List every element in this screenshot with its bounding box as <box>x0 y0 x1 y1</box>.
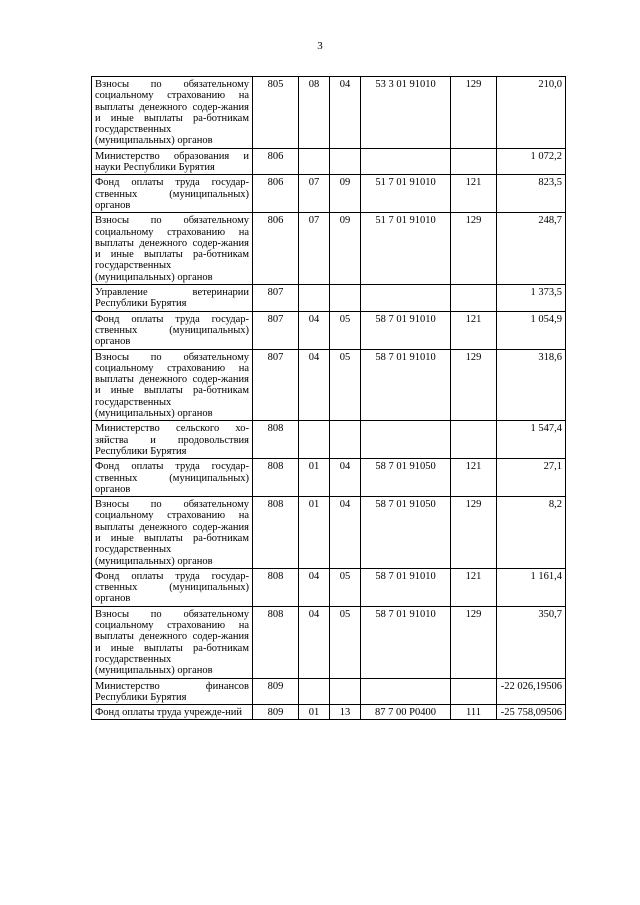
row-grbs-cell: 806 <box>253 148 299 175</box>
row-target-article-cell <box>361 678 451 705</box>
row-expense-type-cell: 121 <box>451 311 497 349</box>
row-subsection-cell: 04 <box>330 497 361 569</box>
row-subsection-cell: 13 <box>330 705 361 720</box>
table-row <box>92 349 566 421</box>
row-target-article-cell <box>361 421 451 459</box>
row-target-article-cell: 58 7 01 91010 <box>361 311 451 349</box>
row-name-cell: Взносы по обязательному социальному страхованию на выплаты денежного содер-жания и иные выплаты ра-ботникам государственных (муниципальных) органов <box>92 213 253 285</box>
row-name-cell: Взносы по обязательному социальному страхованию на выплаты денежного содер-жания и иные выплаты ра-ботникам государственных (муниципальных) органов <box>92 497 253 569</box>
row-amount-cell: 318,6 <box>497 349 566 421</box>
row-subsection-cell: 05 <box>330 606 361 678</box>
row-subsection-cell: 09 <box>330 213 361 285</box>
row-target-article-cell <box>361 285 451 312</box>
row-subsection-cell: 05 <box>330 568 361 606</box>
row-grbs-cell: 808 <box>253 459 299 497</box>
row-section-cell <box>299 678 330 705</box>
row-amount-cell: -25 758,09506 <box>497 705 566 720</box>
row-target-article-cell <box>361 148 451 175</box>
row-subsection-cell <box>330 421 361 459</box>
row-expense-type-cell: 129 <box>451 606 497 678</box>
row-section-cell: 08 <box>299 77 330 149</box>
row-grbs-cell: 807 <box>253 311 299 349</box>
row-name-cell: Министерство сельского хо-зяйства и продовольствия Республики Бурятия <box>92 421 253 459</box>
row-target-article-cell: 87 7 00 P0400 <box>361 705 451 720</box>
row-expense-type-cell: 121 <box>451 459 497 497</box>
row-name-cell: Взносы по обязательному социальному страхованию на выплаты денежного содер-жания и иные выплаты ра-ботникам государственных (муниципальных) органов <box>92 606 253 678</box>
table-row <box>92 77 566 149</box>
table-row <box>92 705 566 720</box>
row-grbs-cell: 806 <box>253 213 299 285</box>
row-grbs-cell: 808 <box>253 568 299 606</box>
row-amount-cell: -22 026,19506 <box>497 678 566 705</box>
row-amount-cell: 823,5 <box>497 175 566 213</box>
row-amount-cell: 1 054,9 <box>497 311 566 349</box>
row-section-cell <box>299 148 330 175</box>
row-subsection-cell: 04 <box>330 459 361 497</box>
row-section-cell: 04 <box>299 349 330 421</box>
page-number: 3 <box>317 40 323 52</box>
table-row <box>92 459 566 497</box>
row-amount-cell: 8,2 <box>497 497 566 569</box>
row-expense-type-cell: 121 <box>451 175 497 213</box>
table-row <box>92 568 566 606</box>
row-section-cell: 04 <box>299 568 330 606</box>
row-section-cell <box>299 285 330 312</box>
row-expense-type-cell: 111 <box>451 705 497 720</box>
row-subsection-cell <box>330 285 361 312</box>
row-subsection-cell <box>330 148 361 175</box>
row-grbs-cell: 805 <box>253 77 299 149</box>
row-grbs-cell: 808 <box>253 606 299 678</box>
row-name-cell: Фонд оплаты труда государ-ственных (муниципальных) органов <box>92 459 253 497</box>
row-expense-type-cell <box>451 285 497 312</box>
row-grbs-cell: 807 <box>253 349 299 421</box>
row-section-cell: 07 <box>299 175 330 213</box>
row-expense-type-cell <box>451 421 497 459</box>
row-amount-cell: 27,1 <box>497 459 566 497</box>
row-section-cell <box>299 421 330 459</box>
row-subsection-cell: 04 <box>330 77 361 149</box>
row-name-cell: Фонд оплаты труда государ-ственных (муниципальных) органов <box>92 175 253 213</box>
table-row <box>92 148 566 175</box>
row-subsection-cell: 05 <box>330 311 361 349</box>
table-row <box>92 175 566 213</box>
table-row <box>92 606 566 678</box>
row-expense-type-cell <box>451 148 497 175</box>
row-expense-type-cell: 129 <box>451 349 497 421</box>
row-grbs-cell: 808 <box>253 497 299 569</box>
row-expense-type-cell: 129 <box>451 213 497 285</box>
row-subsection-cell <box>330 678 361 705</box>
row-subsection-cell: 05 <box>330 349 361 421</box>
row-name-cell: Взносы по обязательному социальному страхованию на выплаты денежного содер-жания и иные выплаты ра-ботникам государственных (муниципальных) органов <box>92 349 253 421</box>
row-expense-type-cell <box>451 678 497 705</box>
budget-table <box>91 76 566 720</box>
row-name-cell: Фонд оплаты труда государ-ственных (муниципальных) органов <box>92 311 253 349</box>
row-target-article-cell: 58 7 01 91010 <box>361 606 451 678</box>
table-row <box>92 421 566 459</box>
row-name-cell: Фонд оплаты труда государ-ственных (муниципальных) органов <box>92 568 253 606</box>
row-grbs-cell: 807 <box>253 285 299 312</box>
row-amount-cell: 210,0 <box>497 77 566 149</box>
row-section-cell: 04 <box>299 311 330 349</box>
row-expense-type-cell: 129 <box>451 77 497 149</box>
row-target-article-cell: 58 7 01 91050 <box>361 459 451 497</box>
row-section-cell: 01 <box>299 705 330 720</box>
row-amount-cell: 1 547,4 <box>497 421 566 459</box>
table-row <box>92 213 566 285</box>
row-name-cell: Фонд оплаты труда учрежде-ний <box>92 705 253 720</box>
row-section-cell: 01 <box>299 459 330 497</box>
row-expense-type-cell: 121 <box>451 568 497 606</box>
row-amount-cell: 248,7 <box>497 213 566 285</box>
row-amount-cell: 350,7 <box>497 606 566 678</box>
table-row <box>92 311 566 349</box>
row-name-cell: Министерство образования и науки Республики Бурятия <box>92 148 253 175</box>
row-amount-cell: 1 161,4 <box>497 568 566 606</box>
row-target-article-cell: 58 7 01 91010 <box>361 568 451 606</box>
row-target-article-cell: 51 7 01 91010 <box>361 175 451 213</box>
row-expense-type-cell: 129 <box>451 497 497 569</box>
row-grbs-cell: 809 <box>253 678 299 705</box>
row-grbs-cell: 809 <box>253 705 299 720</box>
row-subsection-cell: 09 <box>330 175 361 213</box>
row-target-article-cell: 58 7 01 91050 <box>361 497 451 569</box>
row-section-cell: 04 <box>299 606 330 678</box>
row-target-article-cell: 53 3 01 91010 <box>361 77 451 149</box>
row-grbs-cell: 808 <box>253 421 299 459</box>
row-amount-cell: 1 373,5 <box>497 285 566 312</box>
table-row <box>92 497 566 569</box>
row-target-article-cell: 51 7 01 91010 <box>361 213 451 285</box>
row-amount-cell: 1 072,2 <box>497 148 566 175</box>
row-grbs-cell: 806 <box>253 175 299 213</box>
row-target-article-cell: 58 7 01 91010 <box>361 349 451 421</box>
table-body <box>92 77 566 720</box>
row-section-cell: 07 <box>299 213 330 285</box>
table-row <box>92 285 566 312</box>
row-section-cell: 01 <box>299 497 330 569</box>
row-name-cell: Министерство финансов Республики Бурятия <box>92 678 253 705</box>
row-name-cell: Управление ветеринарии Республики Бурятия <box>92 285 253 312</box>
table-row <box>92 678 566 705</box>
row-name-cell: Взносы по обязательному социальному страхованию на выплаты денежного содер-жания и иные выплаты ра-ботникам государственных (муниципальных) органов <box>92 77 253 149</box>
